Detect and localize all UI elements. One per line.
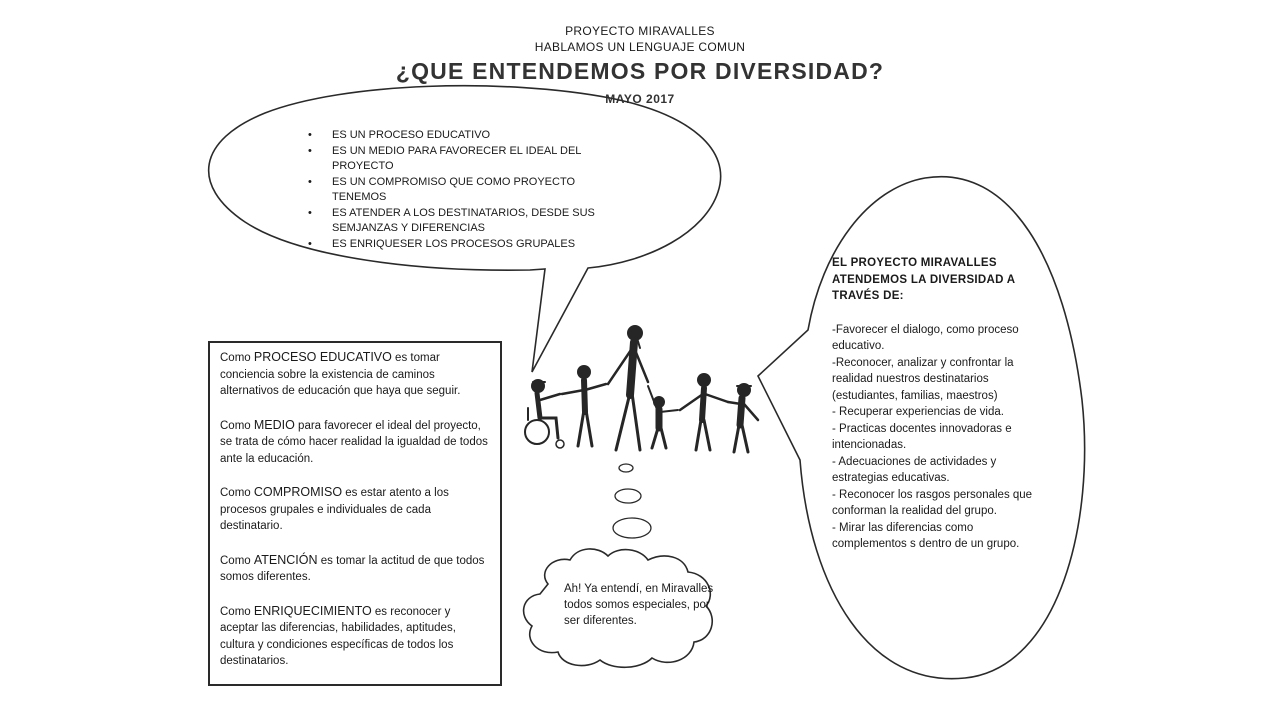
header-subtitle: HABLAMOS UN LENGUAJE COMUN <box>534 40 746 54</box>
definition-text: es tomar la actitud de que todos somos diferentes. <box>220 554 485 583</box>
definition-prefix: Como <box>220 605 254 618</box>
thought-dot-large <box>613 518 651 538</box>
definition-keyword: MEDIO <box>253 417 295 432</box>
definition-keyword: ENRIQUECIMIENTO <box>253 603 372 618</box>
right-bubble-content <box>832 255 1037 553</box>
definition-prefix: Como <box>220 419 254 432</box>
definition-text: es estar atento a los procesos grupales e individuales de cada destinatario. <box>220 487 449 532</box>
definition-keyword: COMPROMISO <box>253 485 343 499</box>
list-item: • ES ENRIQUESER LOS PROCESOS GRUPALES <box>308 237 598 253</box>
date-label: MAYO 2017 <box>605 92 675 106</box>
definition-text: es reconocer y aceptar las diferencias, habilidades, aptitudes, cultura y condiciones específicas de todos los destinatarios. <box>220 605 456 667</box>
list-item: • ES ATENDER A LOS DESTINATARIOS, DESDE SUS SEMJANZAS Y DIFERENCIAS <box>308 206 598 237</box>
list-item: -Reconocer, analizar y confrontar la realidad nuestros destinatarios (estudiantes, familias, maestros) <box>832 356 1014 402</box>
definition-compromiso <box>220 484 490 535</box>
list-item: - Mirar las diferencias como complementos s dentro de un grupo. <box>832 521 1020 550</box>
project-name: PROYECTO MIRAVALLES <box>565 24 715 38</box>
thought-dot-small <box>619 464 633 472</box>
list-item: - Adecuaciones de actividades y estrategias educativas. <box>832 455 997 484</box>
definition-prefix: Como <box>220 487 254 499</box>
cloud-text: Ah! Ya entendí, en Miravalles todos somos especiales, por ser diferentes. <box>564 583 714 627</box>
definition-text: para favorecer el ideal del proyecto, se trata de cómo hacer realidad la igualdad de todos ante la educación. <box>220 419 488 465</box>
definition-prefix: Como <box>220 352 254 364</box>
list-item: - Practicas docentes innovadoras e intencionadas. <box>832 422 1012 451</box>
right-bubble-title: EL PROYECTO MIRAVALLES ATENDEMOS LA DIVERSIDAD A TRAVÉS DE: <box>832 257 1015 302</box>
page-title: ¿QUE ENTENDEMOS POR DIVERSIDAD? <box>395 58 885 84</box>
definition-prefix: Como <box>220 554 254 567</box>
definition-keyword: PROCESO EDUCATIVO <box>253 350 392 364</box>
list-item: -Favorecer el dialogo, como proceso educativo. <box>832 323 1019 352</box>
definition-keyword: ATENCIÓN <box>253 552 318 567</box>
list-item: • ES UN PROCESO EDUCATIVO <box>308 128 598 144</box>
list-item: - Reconocer los rasgos personales que conforman la realidad del grupo. <box>832 488 1033 517</box>
definition-proceso-educativo <box>220 349 490 400</box>
top-bubble-list <box>308 128 598 252</box>
list-item: - Recuperar experiencias de vida. <box>832 406 1004 418</box>
group-of-children-holding-hands-icon <box>525 325 758 452</box>
definition-atencion <box>220 552 490 586</box>
thought-dot-medium <box>615 489 641 503</box>
definition-text: es tomar conciencia sobre la existencia de caminos alternativos de educación que haya que seguir. <box>220 352 461 397</box>
definition-medio <box>220 417 490 468</box>
list-item: • ES UN COMPROMISO QUE COMO PROYECTO TENEMOS <box>308 175 598 206</box>
definitions-box <box>208 341 502 686</box>
definition-enriquecimiento <box>220 603 490 670</box>
list-item: • ES UN MEDIO PARA FAVORECER EL IDEAL DEL PROYECTO <box>308 144 598 175</box>
